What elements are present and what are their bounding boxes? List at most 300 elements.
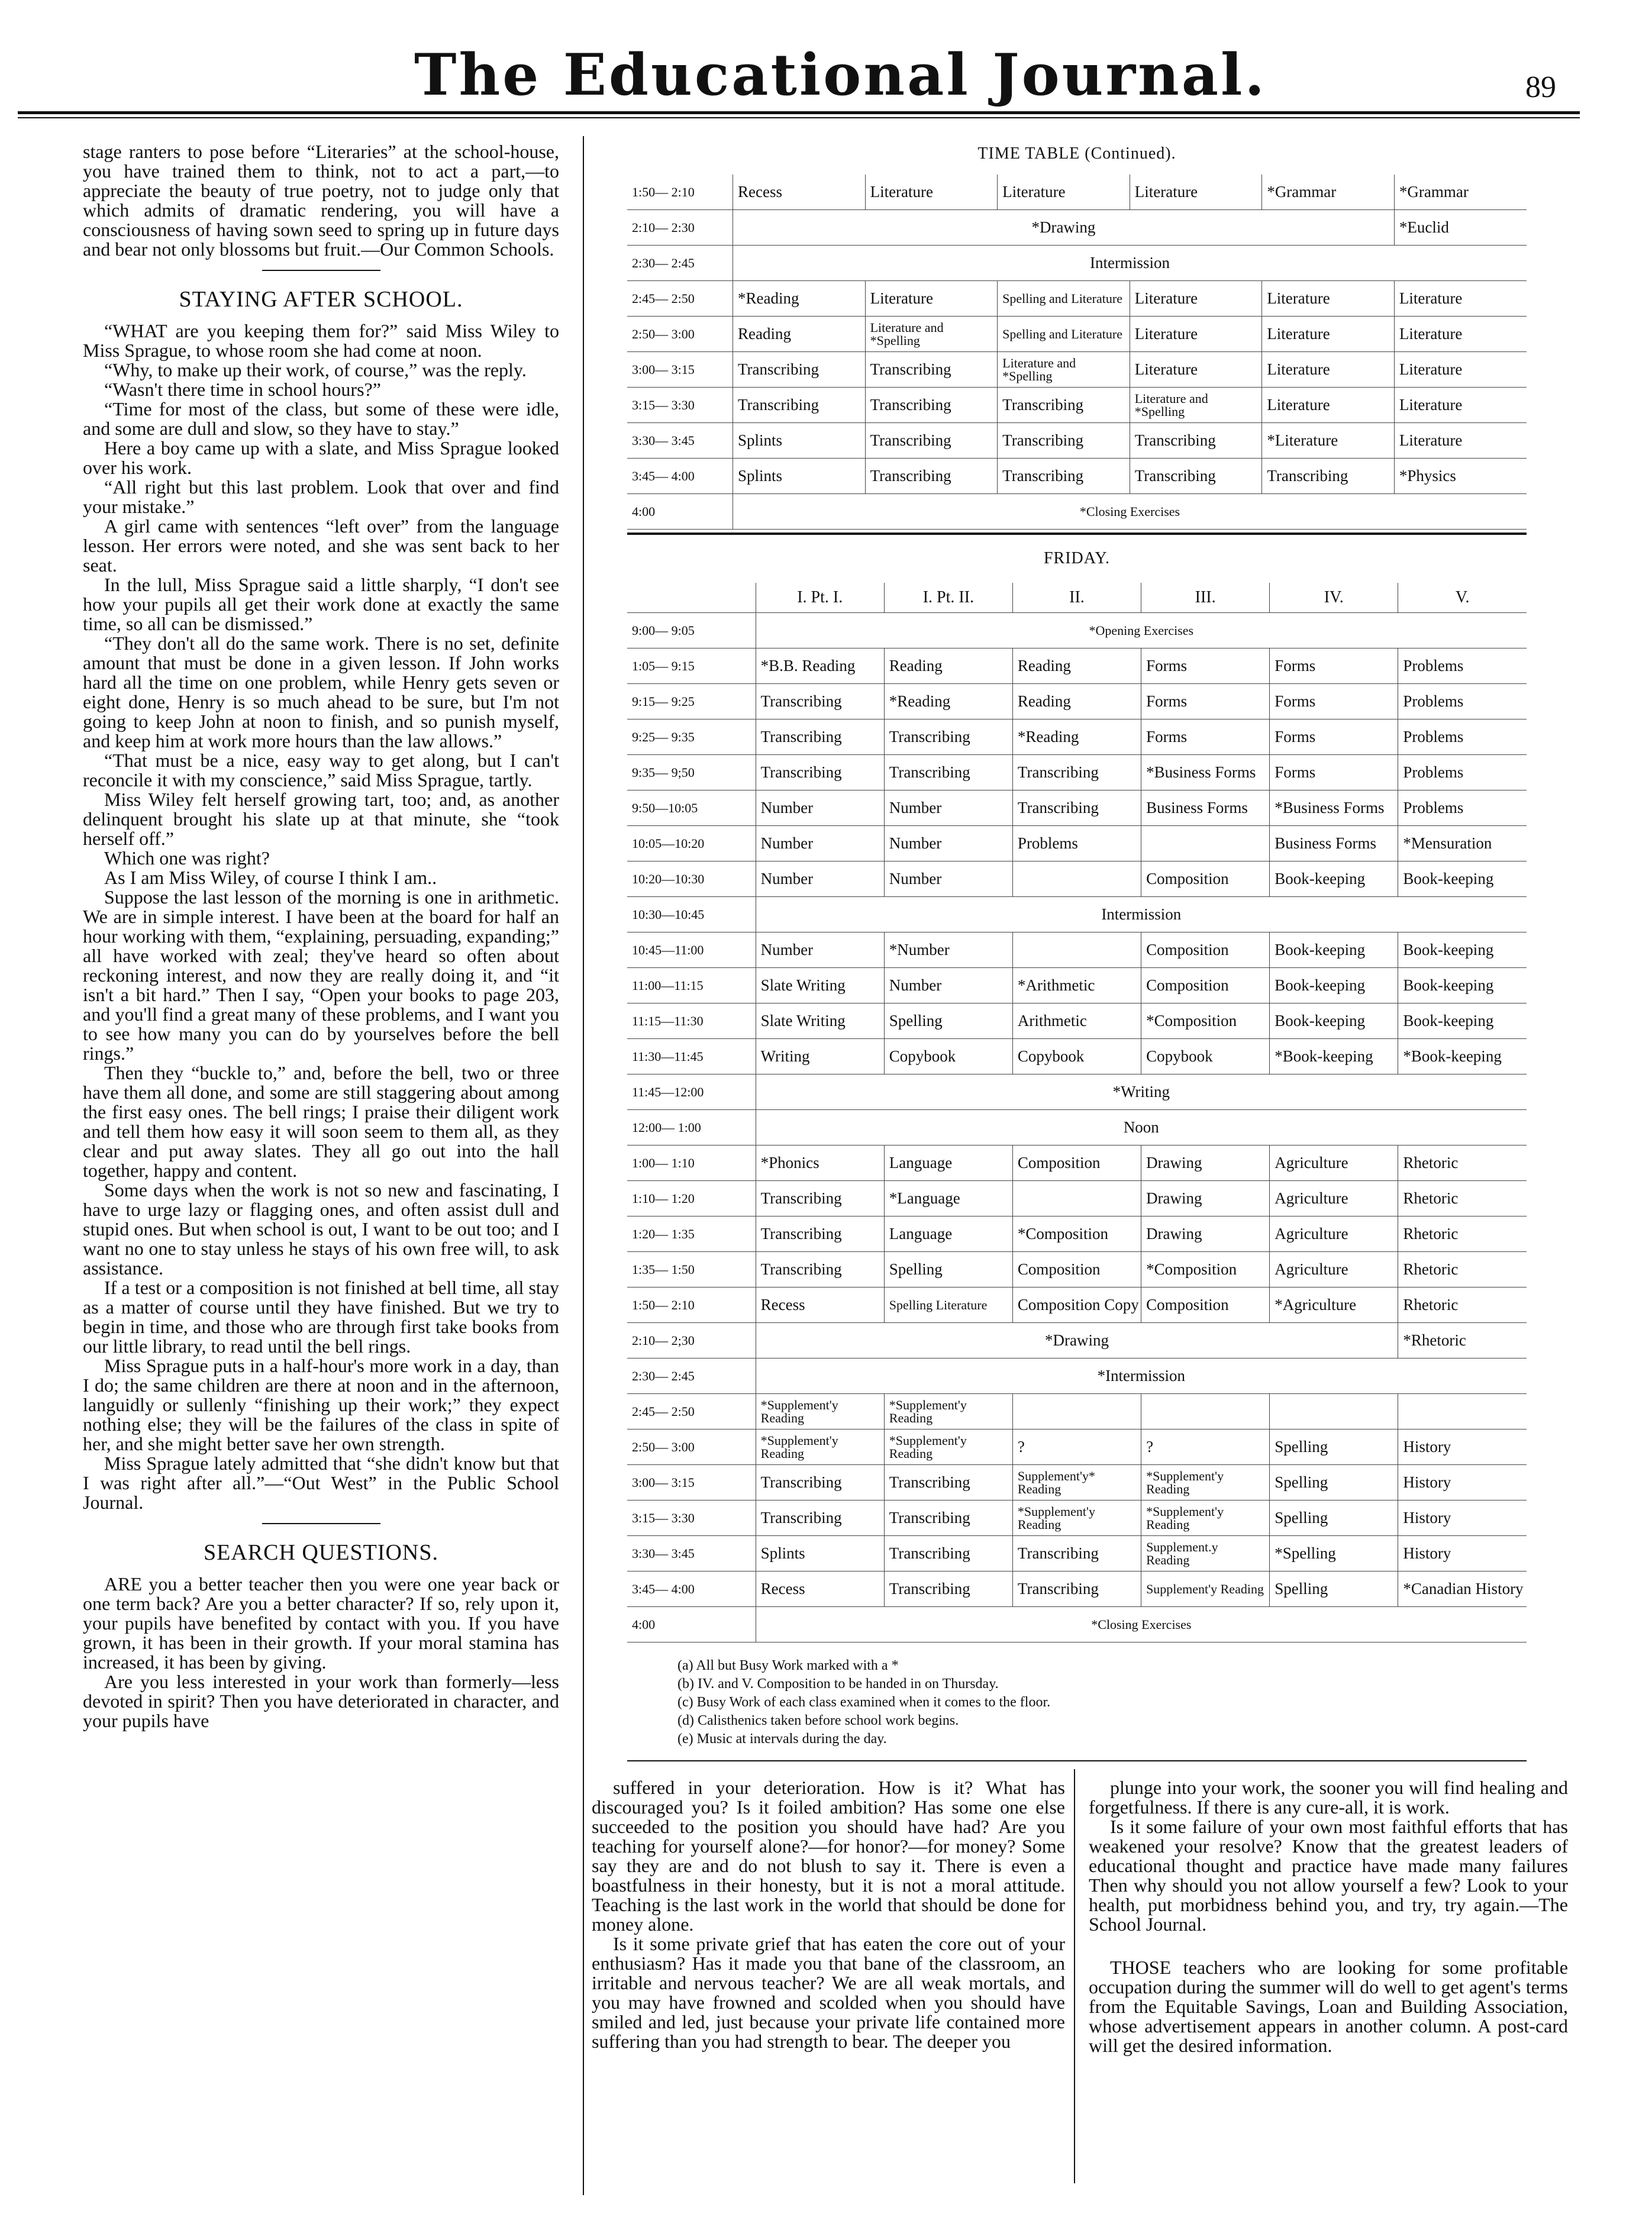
subject-cell: Transcribing <box>884 1501 1012 1536</box>
note: (e) Music at intervals during the day. <box>677 1731 887 1747</box>
subject-cell: Literature and *Spelling <box>865 317 998 352</box>
subject-cell: Transcribing <box>865 459 998 494</box>
table-row <box>627 1074 1527 1110</box>
table-row <box>627 1110 1527 1145</box>
subject-cell <box>1141 1394 1270 1429</box>
time-cell: 3:00— 3:15 <box>627 1465 756 1501</box>
page-number: 89 <box>1525 70 1556 104</box>
table-row <box>627 1181 1527 1216</box>
subject-cell: Spelling and Literature <box>998 317 1130 352</box>
subject-cell: Composition <box>1141 932 1270 968</box>
subject-cell: Problems <box>1398 684 1527 719</box>
table-row <box>627 210 1527 246</box>
subject-cell: Composition <box>1141 861 1270 897</box>
subject-cell: Book-keeping <box>1398 861 1527 897</box>
subject-cell: Splints <box>733 423 866 459</box>
subject-cell: Literature <box>1130 175 1262 210</box>
subject-cell: *Closing Exercises <box>756 1607 1527 1643</box>
subject-cell: *Composition <box>1012 1216 1141 1252</box>
subject-cell: Book-keeping <box>1398 1003 1527 1039</box>
timetable-rule <box>627 533 1527 535</box>
subject-cell: Copybook <box>1012 1039 1141 1074</box>
subject-cell: Composition <box>1012 1145 1141 1181</box>
paragraph: “Wasn't there time in school hours?” <box>104 379 381 400</box>
time-cell: 11:30—11:45 <box>627 1039 756 1074</box>
subject-cell: Reading <box>733 317 866 352</box>
time-cell: 2:30— 2:45 <box>627 246 733 281</box>
subject-cell: Problems <box>1398 790 1527 826</box>
subject-cell: *Supplement'y Reading <box>884 1429 1012 1465</box>
paragraph: “All right but this last problem. Look that over and find your mistake.” <box>83 476 559 517</box>
table-row <box>627 719 1527 755</box>
note: (c) Busy Work of each class examined when it comes to the floor. <box>677 1695 1051 1710</box>
subject-cell: Problems <box>1398 755 1527 790</box>
time-cell: 9:50—10:05 <box>627 790 756 826</box>
time-cell: 1:00— 1:10 <box>627 1145 756 1181</box>
table-row <box>627 388 1527 423</box>
subject-cell: Literature <box>865 281 998 317</box>
time-cell: 4:00 <box>627 1607 756 1643</box>
subject-cell: Composition <box>1012 1252 1141 1287</box>
subject-cell: *Book-keeping <box>1270 1039 1398 1074</box>
column-divider-2 <box>1074 1769 1075 2183</box>
time-cell: 3:15— 3:30 <box>627 1501 756 1536</box>
left-column <box>83 142 559 1731</box>
timetable-title: TIME TABLE (Continued). <box>977 144 1176 163</box>
time-cell: 11:15—11:30 <box>627 1003 756 1039</box>
class-header: V. <box>1398 583 1527 613</box>
time-cell: 12:00— 1:00 <box>627 1110 756 1145</box>
subject-cell: *B.B. Reading <box>756 648 884 684</box>
subject-cell: Transcribing <box>756 755 884 790</box>
subject-cell: Book-keeping <box>1270 968 1398 1003</box>
subject-cell: *Supplement'y Reading <box>1012 1501 1141 1536</box>
subject-cell: Literature <box>998 175 1130 210</box>
subject-cell: Agriculture <box>1270 1252 1398 1287</box>
subject-cell: Forms <box>1141 684 1270 719</box>
subject-cell: *Language <box>884 1181 1012 1216</box>
subject-cell: Transcribing <box>756 1181 884 1216</box>
subject-cell: Agriculture <box>1270 1145 1398 1181</box>
subject-cell <box>1012 932 1141 968</box>
subject-cell: Number <box>884 826 1012 861</box>
paragraph: “Time for most of the class, but some of these were idle, and some are dull and slow, so they have to stay.” <box>83 398 559 439</box>
subject-cell: Literature <box>1262 352 1395 388</box>
time-cell: 2:50— 3:00 <box>627 1429 756 1465</box>
subject-cell: Business Forms <box>1270 826 1398 861</box>
divider <box>262 1523 380 1524</box>
subject-cell: Number <box>756 826 884 861</box>
subject-cell: Book-keeping <box>1398 932 1527 968</box>
paragraph: Miss Sprague puts in a half-hour's more work in a day, than I do; the same children are there at noon and in the afternoon, languidly or sullenly “finishing up their work;” they expect nothing else; they will be the failures of the class in spite of her, and she might better save her own strength. <box>83 1355 559 1454</box>
subject-cell: Transcribing <box>756 1501 884 1536</box>
time-cell: 3:45— 4:00 <box>627 459 733 494</box>
time-cell: 3:30— 3:45 <box>627 1536 756 1572</box>
paragraph: “That must be a nice, easy way to get along, but I can't reconcile it with my conscience,” said Miss Sprague, tartly. <box>83 750 559 790</box>
subject-cell: *Canadian History <box>1398 1572 1527 1607</box>
subject-cell: Literature <box>1130 352 1262 388</box>
subject-cell: Book-keeping <box>1270 861 1398 897</box>
subject-cell: Copybook <box>1141 1039 1270 1074</box>
subject-cell: *Book-keeping <box>1398 1039 1527 1074</box>
time-cell: 1:50— 2:10 <box>627 1287 756 1323</box>
paragraph: Which one was right? <box>104 847 270 869</box>
paragraph: A girl came with sentences “left over” from the language lesson. Her errors were noted, and she was sent back to her seat. <box>83 515 559 576</box>
paragraph: Is it some failure of your own most faithful efforts that has weakened your resolve? Know that the greatest leaders of educational thought and practice have made many failures Then why should you not allow yourself a few? Look to your health, put morbidness behind you, and try, try again.—The School Journal. <box>1089 1816 1568 1935</box>
subject-cell: Literature <box>1262 317 1395 352</box>
table-row <box>627 459 1527 494</box>
subject-cell: Transcribing <box>884 1536 1012 1572</box>
note: (a) All but Busy Work marked with a * <box>677 1658 899 1673</box>
subject-cell: Transcribing <box>1012 1536 1141 1572</box>
subject-cell: Supplement'y Reading <box>1141 1572 1270 1607</box>
subject-cell: Agriculture <box>1270 1216 1398 1252</box>
subject-cell: *Supplement'y Reading <box>756 1394 884 1429</box>
subject-cell: Recess <box>756 1287 884 1323</box>
table-row <box>627 613 1527 648</box>
subject-cell: Spelling <box>884 1003 1012 1039</box>
subject-cell: *Intermission <box>756 1358 1527 1394</box>
subject-cell: History <box>1398 1501 1527 1536</box>
subject-cell: Language <box>884 1216 1012 1252</box>
subject-cell: *Reading <box>884 684 1012 719</box>
table-row <box>627 684 1527 719</box>
subject-cell: Problems <box>1398 719 1527 755</box>
subject-cell: *Composition <box>1141 1252 1270 1287</box>
table-row <box>627 826 1527 861</box>
subject-cell: Transcribing <box>998 388 1130 423</box>
subject-cell: *Drawing <box>733 210 1395 246</box>
table-row <box>627 246 1527 281</box>
subject-cell <box>1012 1394 1141 1429</box>
time-cell: 1:05— 9:15 <box>627 648 756 684</box>
paragraph: Miss Wiley felt herself growing tart, too; and, as another delinquent brought his slate up at that minute, she “took herself off.” <box>83 789 559 849</box>
time-cell: 2:45— 2:50 <box>627 281 733 317</box>
subject-cell: Literature <box>1394 388 1527 423</box>
advert-paragraph: THOSE teachers who are looking for some profitable occupation during the summer will do well to get agent's terms from the Equitable Savings, Loan and Building Association, whose advertisement appears in another column. A post-card will get the desired information. <box>1089 1957 1568 2056</box>
subject-cell: *Drawing <box>756 1323 1398 1358</box>
table-row <box>627 1323 1527 1358</box>
friday-timetable <box>627 583 1527 1643</box>
subject-cell: Rhetoric <box>1398 1216 1527 1252</box>
subject-cell: Literature <box>1394 423 1527 459</box>
subject-cell: *Writing <box>756 1074 1527 1110</box>
subject-cell: Drawing <box>1141 1145 1270 1181</box>
article-body-staying <box>83 321 559 1512</box>
subject-cell: Drawing <box>1141 1181 1270 1216</box>
subject-cell: Transcribing <box>756 719 884 755</box>
subject-cell: Spelling <box>1270 1465 1398 1501</box>
paragraph: suffered in your deterioration. How is it? What has discouraged you? Is it foiled ambition? Has some one else succeeded to the position you should have had? Are you teaching for yourself alone?—for honor?—for money? Some say they are and do not blush to say it. There is even a boastfulness in their honesty, but it is not a moral attitude. Teaching is the last work in the world that should be done for money alone. <box>592 1777 1065 1935</box>
header-rule-thin <box>18 117 1580 118</box>
paragraph: “They don't all do the same work. There is no set, definite amount that must be done in a given lesson. If John works hard all the time on one problem, while Henry gets seven or eight done, Henry is so much ahead to be sure, but I'm not going to keep John at noon to finish, and so punish myself, and keep him at work more hours than the law allows.” <box>83 633 559 751</box>
masthead-title: The Educational Journal. <box>414 41 1267 108</box>
subject-cell <box>1012 861 1141 897</box>
subject-cell: Spelling <box>1270 1501 1398 1536</box>
subject-cell: *Rhetoric <box>1398 1323 1527 1358</box>
table-row <box>627 423 1527 459</box>
time-cell: 3:00— 3:15 <box>627 352 733 388</box>
subject-cell: Spelling Literature <box>884 1287 1012 1323</box>
class-header: I. Pt. I. <box>756 583 884 613</box>
subject-cell: Literature <box>1262 281 1395 317</box>
subject-cell: Intermission <box>733 246 1527 281</box>
timetable-continued <box>627 175 1527 530</box>
time-cell: 2:10— 2:30 <box>627 210 733 246</box>
subject-cell: Literature <box>1130 281 1262 317</box>
subject-cell: Drawing <box>1141 1216 1270 1252</box>
table-row <box>627 281 1527 317</box>
subject-cell: Supplement.y Reading <box>1141 1536 1270 1572</box>
subject-cell: Transcribing <box>1130 423 1262 459</box>
subject-cell: Spelling <box>1270 1429 1398 1465</box>
subject-cell: *Reading <box>733 281 866 317</box>
timetable-notes <box>677 1657 1050 1748</box>
time-cell: 9:15— 9:25 <box>627 684 756 719</box>
time-cell: 9:00— 9:05 <box>627 613 756 648</box>
time-cell: 3:45— 4:00 <box>627 1572 756 1607</box>
subject-cell: Transcribing <box>884 1572 1012 1607</box>
subject-cell: Transcribing <box>865 423 998 459</box>
time-cell: 2:50— 3:00 <box>627 317 733 352</box>
subject-cell: *Supplement'y Reading <box>1141 1465 1270 1501</box>
paragraph: In the lull, Miss Sprague said a little sharply, “I don't see how your pupils all get their work done at exactly the same time, so all can be dismissed.” <box>83 574 559 634</box>
subject-cell: Slate Writing <box>756 1003 884 1039</box>
table-row <box>627 1003 1527 1039</box>
subject-cell: *Arithmetic <box>1012 968 1141 1003</box>
notes-rule <box>627 1760 1527 1761</box>
time-cell: 2:45— 2:50 <box>627 1394 756 1429</box>
intro-paragraph: stage ranters to pose before “Literaries” at the school-house, you have trained them to think, not to act a part,—to appreciate the beauty of true poetry, not to judge only that which admits of dramatic rendering, you will have a consciousness of having sown seed to spring up in future days and bear not only blossoms but fruit.—Our Common Schools. <box>83 141 559 260</box>
subject-cell: Reading <box>884 648 1012 684</box>
subject-cell: Transcribing <box>756 684 884 719</box>
table-row <box>627 897 1527 932</box>
subject-cell: Literature and *Spelling <box>1130 388 1262 423</box>
subject-cell: Number <box>756 861 884 897</box>
paragraph: Some days when the work is not so new and fascinating, I have to urge lazy or flagging ones, and often assist dull and stupid ones. But when school is out, I want to be out too; and I want no one to stay unless he stays of his own free will, to ask assistance. <box>83 1179 559 1279</box>
time-cell: 1:20— 1:35 <box>627 1216 756 1252</box>
subject-cell: Book-keeping <box>1398 968 1527 1003</box>
subject-cell: Copybook <box>884 1039 1012 1074</box>
subject-cell: Reading <box>1012 648 1141 684</box>
table-row <box>627 648 1527 684</box>
paragraph: ARE you a better teacher then you were one year back or one term back? Are you a better character? If so, rely upon it, your pupils have benefited by contact with you. If you have grown, it has been in their growth. If your moral stamina has increased, it has been by giving. <box>83 1573 559 1673</box>
subject-cell: History <box>1398 1429 1527 1465</box>
time-cell: 4:00 <box>627 494 733 530</box>
subject-cell: Transcribing <box>733 388 866 423</box>
table-row <box>627 861 1527 897</box>
subject-cell: Book-keeping <box>1270 1003 1398 1039</box>
table-row <box>627 755 1527 790</box>
time-cell: 1:35— 1:50 <box>627 1252 756 1287</box>
subject-cell: Composition <box>1141 1287 1270 1323</box>
subject-cell: *Spelling <box>1270 1536 1398 1572</box>
subject-cell: *Supplement'y Reading <box>884 1394 1012 1429</box>
table-row <box>627 1145 1527 1181</box>
subject-cell: Transcribing <box>1012 790 1141 826</box>
subject-cell: *Phonics <box>756 1145 884 1181</box>
subject-cell <box>1398 1394 1527 1429</box>
time-cell: 11:45—12:00 <box>627 1074 756 1110</box>
subject-cell: Reading <box>1012 684 1141 719</box>
table-row <box>627 352 1527 388</box>
subject-cell: *Literature <box>1262 423 1395 459</box>
table-row <box>627 932 1527 968</box>
subject-cell: Transcribing <box>756 1465 884 1501</box>
article-title-staying: STAYING AFTER SCHOOL. <box>179 287 463 312</box>
table-row <box>627 1216 1527 1252</box>
subject-cell: *Business Forms <box>1141 755 1270 790</box>
table-row <box>627 494 1527 530</box>
table-row <box>627 1252 1527 1287</box>
paragraph: If a test or a composition is not finished at bell time, all stay as a matter of course until they have finished. But we try to begin in time, and those who are through first take books from our little library, to read until the bell rings. <box>83 1277 559 1357</box>
subject-cell: *Closing Exercises <box>733 494 1527 530</box>
time-cell: 1:10— 1:20 <box>627 1181 756 1216</box>
subject-cell: Transcribing <box>865 352 998 388</box>
subject-cell: Literature <box>1262 388 1395 423</box>
subject-cell: History <box>1398 1465 1527 1501</box>
article-title-search: SEARCH QUESTIONS. <box>203 1540 439 1565</box>
subject-cell: Transcribing <box>998 459 1130 494</box>
subject-cell: *Agriculture <box>1270 1287 1398 1323</box>
article-body-search <box>83 1574 559 1731</box>
paragraph: Are you less interested in your work than formerly—less devoted in spirit? Then you have deteriorated in character, and your pupils have <box>83 1671 559 1731</box>
subject-cell: Number <box>884 790 1012 826</box>
subject-cell: Slate Writing <box>756 968 884 1003</box>
table-row <box>627 1429 1527 1465</box>
subject-cell: Transcribing <box>998 423 1130 459</box>
time-cell: 1:50— 2:10 <box>627 175 733 210</box>
class-header: II. <box>1012 583 1141 613</box>
subject-cell: Forms <box>1141 648 1270 684</box>
paragraph: “WHAT are you keeping them for?” said Miss Wiley to Miss Sprague, to whose room she had come at noon. <box>83 320 559 361</box>
subject-cell: Number <box>756 790 884 826</box>
subject-cell: Rhetoric <box>1398 1181 1527 1216</box>
table-row <box>627 968 1527 1003</box>
table-row <box>627 175 1527 210</box>
paragraph: “Why, to make up their work, of course,” was the reply. <box>104 359 527 380</box>
subject-cell: *Number <box>884 932 1012 968</box>
subject-cell: Problems <box>1398 648 1527 684</box>
subject-cell: History <box>1398 1536 1527 1572</box>
subject-cell: Forms <box>1270 648 1398 684</box>
right-bottom-column <box>1089 1778 1568 2055</box>
subject-cell: Problems <box>1012 826 1141 861</box>
table-row <box>627 790 1527 826</box>
paragraph: Miss Sprague lately admitted that “she didn't know but that I was right after all.”—“Out West” in the Public School Journal. <box>83 1453 559 1513</box>
subject-cell: Arithmetic <box>1012 1003 1141 1039</box>
subject-cell: Literature and *Spelling <box>998 352 1130 388</box>
subject-cell: Transcribing <box>1012 755 1141 790</box>
time-cell: 2:30— 2:45 <box>627 1358 756 1394</box>
subject-cell: Transcribing <box>884 1465 1012 1501</box>
subject-cell: Literature <box>1130 317 1262 352</box>
subject-cell: *Mensuration <box>1398 826 1527 861</box>
subject-cell: Number <box>884 968 1012 1003</box>
subject-cell: Spelling <box>1270 1572 1398 1607</box>
paragraph: plunge into your work, the sooner you will find healing and forgetfulness. If there is any cure-all, it is work. <box>1089 1777 1568 1818</box>
subject-cell: Recess <box>733 175 866 210</box>
subject-cell: Forms <box>1270 684 1398 719</box>
paragraph: Is it some private grief that has eaten the core out of your enthusiasm? Has it made you that bane of the classroom, an irritable and nervous teacher? We are all weak mortals, and you may have frowned and scolded when you should have smiled and led, just because your private life contained more suffering than you had strength to bear. The deeper you <box>592 1933 1065 2052</box>
subject-cell: *Supplement'y Reading <box>1141 1501 1270 1536</box>
subject-cell: Supplement'y* Reading <box>1012 1465 1141 1501</box>
subject-cell <box>1141 826 1270 861</box>
table-row <box>627 317 1527 352</box>
subject-cell: Forms <box>1270 719 1398 755</box>
subject-cell: Literature <box>1394 352 1527 388</box>
subject-cell: Recess <box>756 1572 884 1607</box>
subject-cell: Composition <box>1141 968 1270 1003</box>
column-divider <box>583 136 584 2195</box>
subject-cell: *Grammar <box>1394 175 1527 210</box>
header-time <box>627 583 756 613</box>
table-row <box>627 1358 1527 1394</box>
table-row <box>627 1501 1527 1536</box>
subject-cell: Agriculture <box>1270 1181 1398 1216</box>
table-row <box>627 1572 1527 1607</box>
subject-cell: Transcribing <box>756 1252 884 1287</box>
table-row <box>627 1607 1527 1643</box>
subject-cell: Splints <box>733 459 866 494</box>
subject-cell: Business Forms <box>1141 790 1270 826</box>
subject-cell: Language <box>884 1145 1012 1181</box>
table-row <box>627 1394 1527 1429</box>
subject-cell: Intermission <box>756 897 1527 932</box>
subject-cell: Transcribing <box>884 719 1012 755</box>
subject-cell: Literature <box>865 175 998 210</box>
subject-cell: Spelling <box>884 1252 1012 1287</box>
subject-cell: Splints <box>756 1536 884 1572</box>
time-cell: 3:15— 3:30 <box>627 388 733 423</box>
time-cell: 10:05—10:20 <box>627 826 756 861</box>
time-cell: 10:30—10:45 <box>627 897 756 932</box>
note: (d) Calisthenics taken before school work begins. <box>677 1713 959 1728</box>
subject-cell: *Opening Exercises <box>756 613 1527 648</box>
subject-cell: Book-keeping <box>1270 932 1398 968</box>
time-cell: 10:45—11:00 <box>627 932 756 968</box>
class-header: I. Pt. II. <box>884 583 1012 613</box>
subject-cell <box>1012 1181 1141 1216</box>
middle-bottom-column <box>592 1778 1065 2051</box>
subject-cell: Spelling and Literature <box>998 281 1130 317</box>
subject-cell: Transcribing <box>865 388 998 423</box>
class-header: III. <box>1141 583 1270 613</box>
paragraph: Here a boy came up with a slate, and Miss Sprague looked over his work. <box>83 437 559 478</box>
subject-cell: Transcribing <box>1262 459 1395 494</box>
subject-cell: Number <box>756 932 884 968</box>
friday-title: FRIDAY. <box>1043 549 1111 567</box>
time-cell: 2:10— 2;30 <box>627 1323 756 1358</box>
subject-cell: Transcribing <box>1012 1572 1141 1607</box>
table-row <box>627 1039 1527 1074</box>
subject-cell: Rhetoric <box>1398 1287 1527 1323</box>
subject-cell: *Grammar <box>1262 175 1395 210</box>
table-row <box>627 1536 1527 1572</box>
subject-cell: *Supplement'y Reading <box>756 1429 884 1465</box>
subject-cell: Transcribing <box>884 755 1012 790</box>
note: (b) IV. and V. Composition to be handed in on Thursday. <box>677 1676 999 1692</box>
subject-cell: Noon <box>756 1110 1527 1145</box>
time-cell: 9:25— 9:35 <box>627 719 756 755</box>
time-cell: 9:35— 9;50 <box>627 755 756 790</box>
subject-cell: Forms <box>1270 755 1398 790</box>
table-row <box>627 1287 1527 1323</box>
paragraph: Then they “buckle to,” and, before the bell, two or three have them all done, and some are still staggering about among the first easy ones. The bell rings; I praise their diligent work and tell them how easy it will soon seem to them all, as they clear and put away slates. They all go out into the hall together, happy and content. <box>83 1062 559 1181</box>
subject-cell: Transcribing <box>733 352 866 388</box>
time-cell: 10:20—10:30 <box>627 861 756 897</box>
subject-cell: *Physics <box>1394 459 1527 494</box>
